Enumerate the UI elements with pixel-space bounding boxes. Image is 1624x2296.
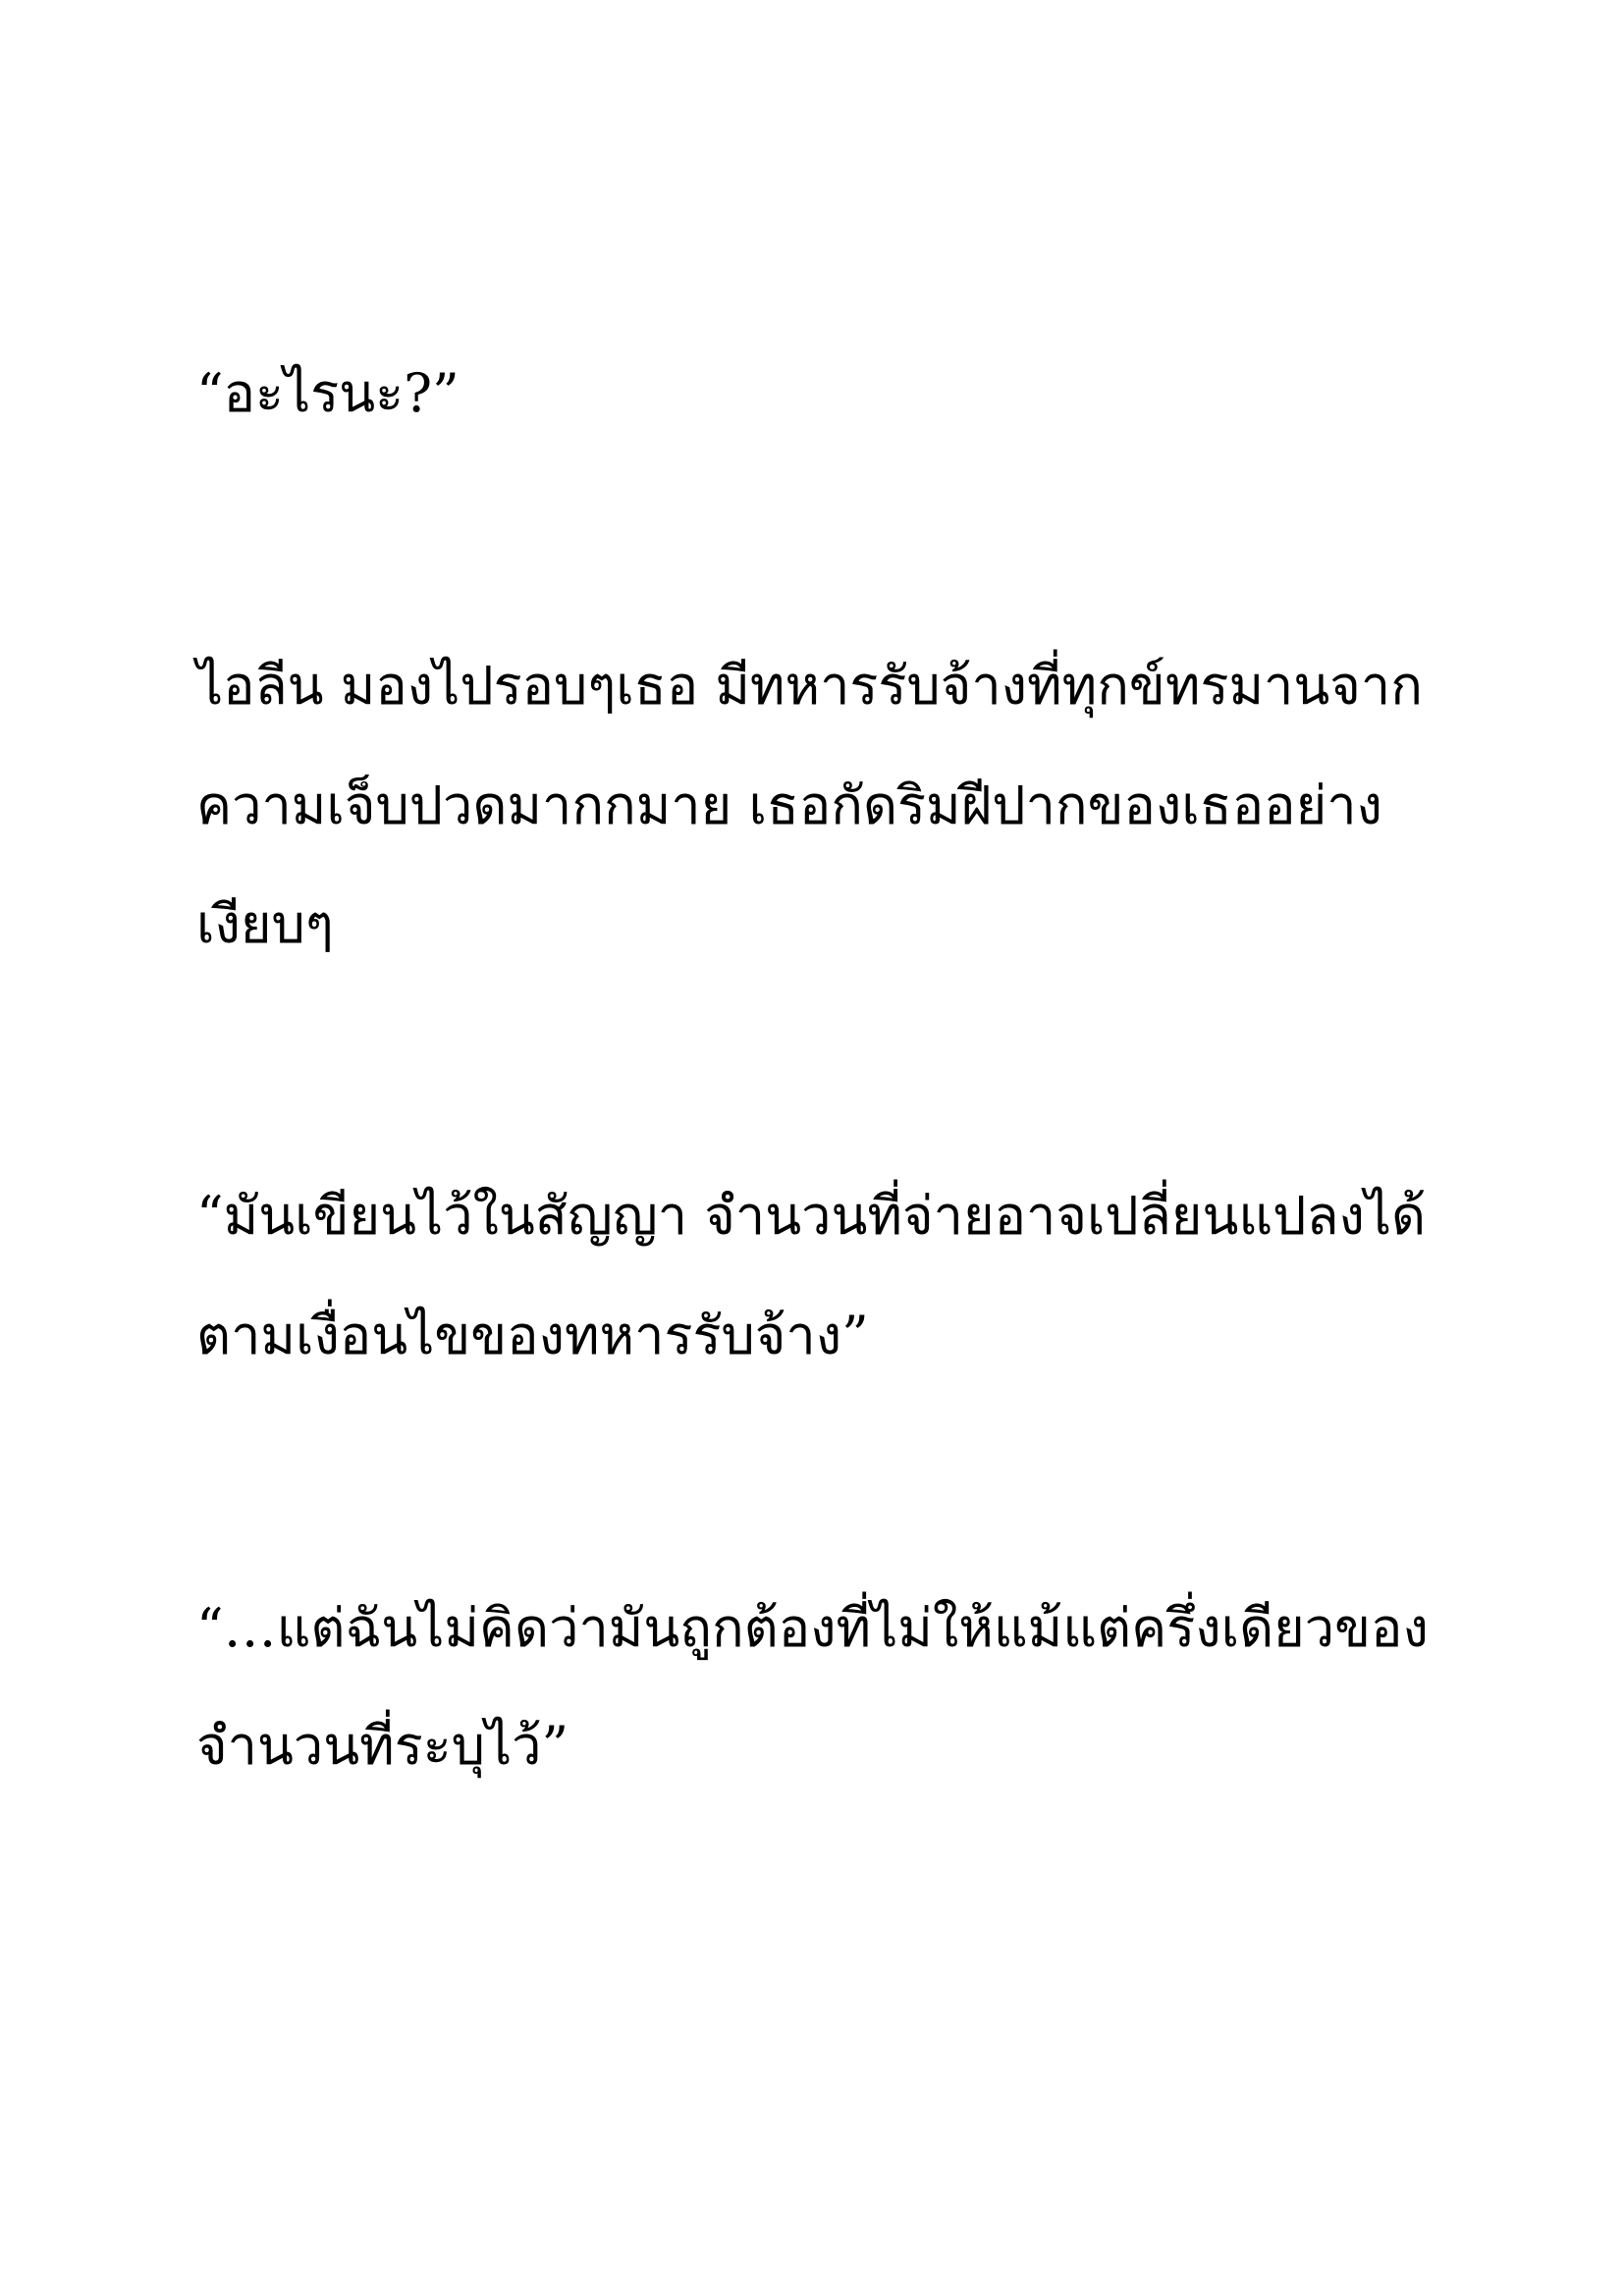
dialogue-line: “อะไรนะ?” xyxy=(196,362,460,424)
dialogue-line: “มันเขียนไว้ในสัญญา จำนวนที่จ่ายอาจเปลี่ยนแปลงได้ xyxy=(196,1185,1427,1247)
dialogue-line: จำนวนที่ระบุไว้” xyxy=(196,1715,569,1777)
dialogue-line: “…แต่ฉันไม่คิดว่ามันถูกต้องที่ไม่ให้แม้แต่ครึ่งเดียวของ xyxy=(196,1597,1429,1659)
narration-line: ไอลีน มองไปรอบๆเธอ มีทหารรับจ้างที่ทุกข์ทรมานจาก xyxy=(196,655,1423,717)
narration-line: ความเจ็บปวดมากกมาย เธอกัดริมฝีปากของเธออย่าง xyxy=(196,774,1382,836)
dialogue-line: ตามเงื่อนไขของทหารรับจ้าง” xyxy=(196,1305,869,1366)
narration-line: เงียบๆ xyxy=(196,893,334,955)
